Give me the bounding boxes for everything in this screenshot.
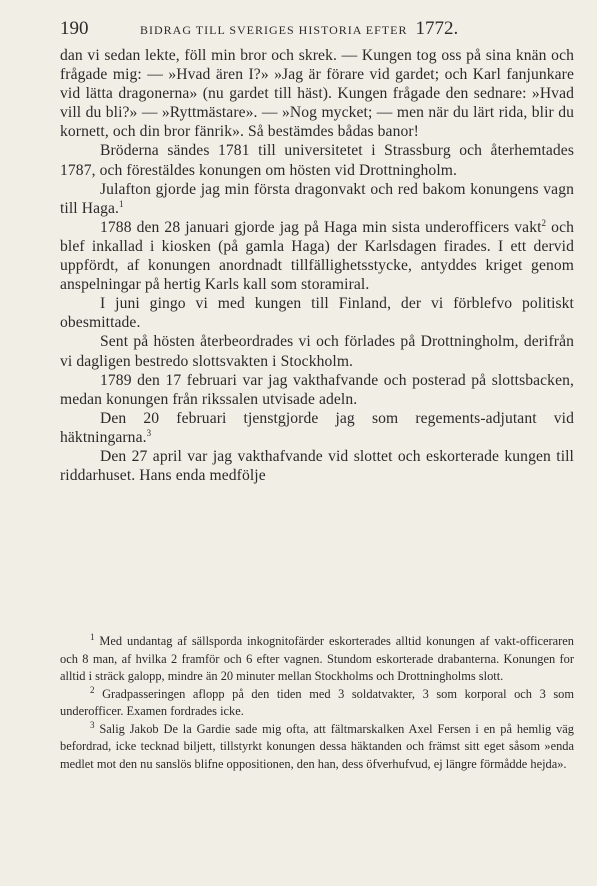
paragraph: I juni gingo vi med kungen till Finland, der vi förblefvo politiskt obesmittade.: [60, 295, 574, 332]
running-title: BIDRAG TILL SVERIGES HISTORIA EFTER: [140, 23, 408, 37]
paragraph-text: 1788 den 28 januari gjorde jag på Haga min sista underofficers vakt: [100, 218, 542, 236]
paragraph: [60, 180, 574, 218]
footnote-ref: 2: [541, 217, 547, 228]
footnote-text: Gradpasseringen aflopp på den tiden med 3 soldatvakter, 3 som korporal och 3 som underofficer. Examen fordrades icke.: [60, 686, 574, 718]
footnote-number: 2: [90, 684, 95, 695]
footnote: [60, 686, 574, 721]
paragraph-text: Den 20 februari tjenstgjorde jag som regements-adjutant vid häktningarna.: [60, 409, 574, 446]
footnote-ref: 3: [146, 427, 152, 438]
paragraph: [60, 218, 574, 294]
footnotes: [60, 633, 574, 773]
footnote: [60, 721, 574, 774]
body-text: [60, 46, 574, 485]
page: [60, 18, 574, 485]
paragraph-text: och blef inkallad i kiosken (på gamla Haga) der Karlsdagen firades. I ett dervid uppfördt, af konungen anordnadt tillfällighetsstycke, antyddes kriget genom anspelningar på hertig Karls kall som storamiral.: [60, 218, 574, 294]
page-header: [60, 18, 574, 42]
footnote-number: 1: [90, 631, 95, 642]
footnote: [60, 633, 574, 686]
paragraph: 1789 den 17 februari var jag vakthafvande och posterad på slottsbacken, medan konungen från rikssalen utvisade adeln.: [60, 371, 574, 408]
page-number: 190: [60, 18, 89, 39]
paragraph: Bröderna sändes 1781 till universitetet i Strassburg och återhemtades 1787, och förestäldes konungen om hösten vid Drottningholm.: [60, 142, 574, 179]
footnote-ref: 1: [119, 198, 124, 209]
paragraph-text: Julafton gjorde jag min första dragonvakt och red bakom konungens vagn till Haga.: [60, 180, 574, 217]
footnote-number: 3: [90, 719, 95, 730]
running-year: 1772.: [415, 18, 459, 39]
paragraph: Sent på hösten återbeordrades vi och förlades på Drottningholm, derifrån vi dagligen bestredo slottsvakten i Stockholm.: [60, 333, 574, 370]
footnote-text: Salig Jakob De la Gardie sade mig ofta, att fältmarskalken Axel Fersen i en på hemlig väg befordrad, icke tecknad biljett, tillstyrkt konungen dessa häktanden och främst sitt eget såsom »enda medlet mot den nu sanslös blifne oppositionen, den han, dess öfverhufvud, ej längre förmådde hejda».: [60, 721, 574, 771]
footnote-text: Med undantag af sällsporda inkognitofärder eskorterades alltid konungen af vakt-officeraren och 8 man, af hvilka 2 framför och 6 efter vagnen. Stundom eskorterade drabanterna. Konungen for alltid i sträck galopp, mindre än 20 minuter mellan Stockholms och Drottningholms slott.: [60, 634, 574, 683]
paragraph: dan vi sedan lekte, föll min bror och skrek. — Kungen tog oss på sina knän och frågade mig: — »Hvad ären I?» »Jag är förare vid gardet; och Karl fanjunkare vid lätta dragonerna» (nu gardet till häst). Kungen frågade den sednare: »Hvad vill du bli?» — »Ryttmästare». — »Nog mycket; — men när du lärt rida, blir du kornett, och din bror fänrik». Så bestämdes bådas banor!: [60, 47, 574, 141]
paragraph: [60, 409, 574, 447]
paragraph: Den 27 april var jag vakthafvande vid slottet och eskorterade kungen till riddarhuset. Hans enda medfölje: [60, 447, 574, 485]
